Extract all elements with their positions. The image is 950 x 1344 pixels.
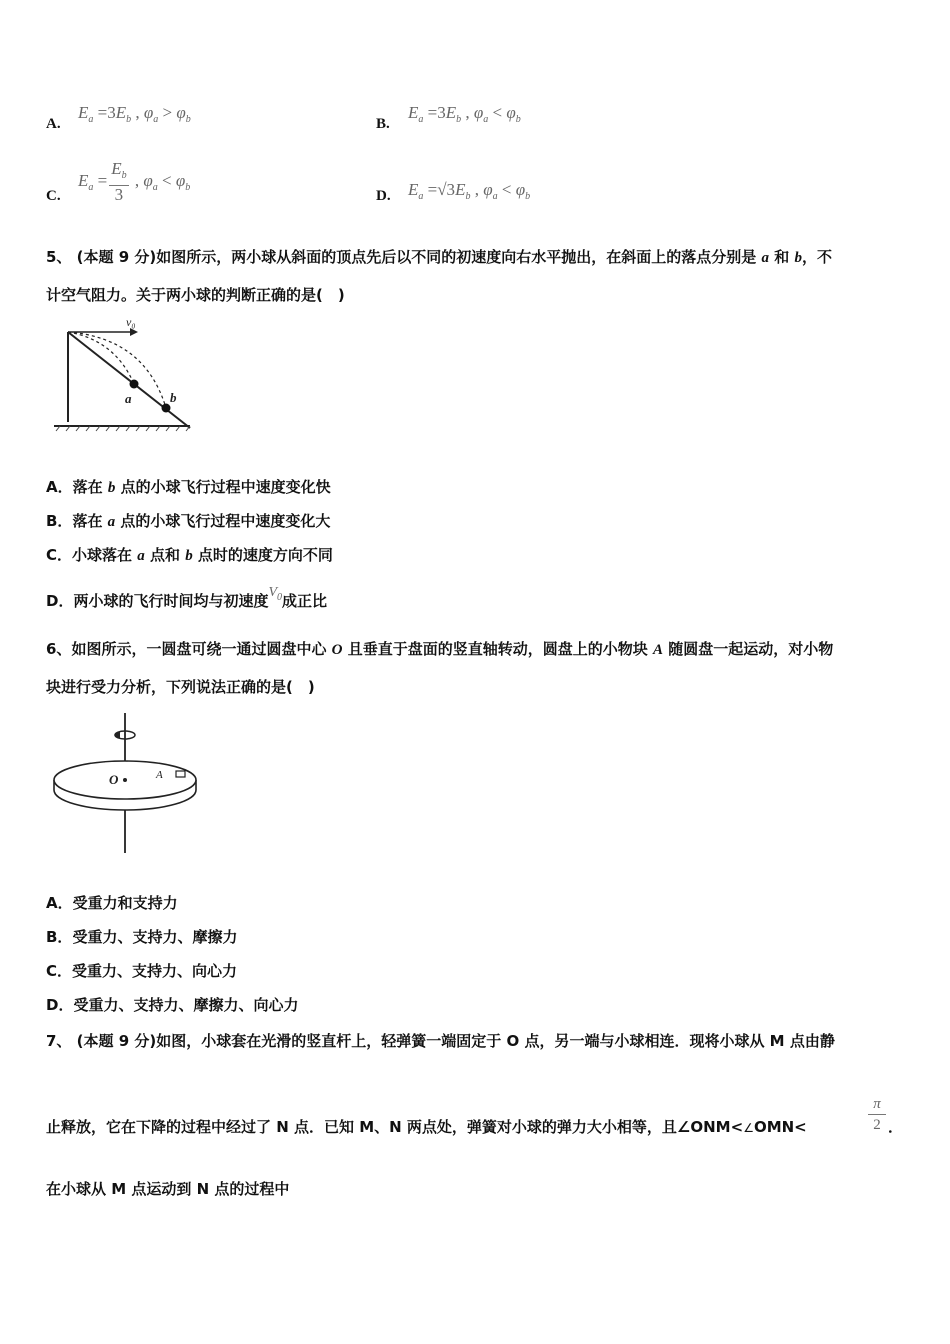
q6-stem-line2: 块进行受力分析，下列说法正确的是( ) [46, 678, 315, 696]
q4-option-c-fraction: $\frac{E_b}{3}$ [111, 159, 127, 204]
q4-option-d-label: D. [376, 188, 391, 204]
q5-option-c: C．小球落在 a 点和 b 点时的速度方向不同 [46, 546, 333, 564]
q7-pi-over-2: π 2 [868, 1094, 886, 1135]
q7-stem-line2: 止释放，它在下降的过程中经过了 N 点．已知 M、N 两点处，弹簧对小球的弹力大小相等，且∠ONM<∠OMN< [46, 1118, 807, 1136]
q4-option-c-formula: $E_a$ = $\frac{E_b}{3}$ , $\varphi_a < \varphi_b$ [78, 159, 191, 204]
q7-stem-line3: 在小球从 M 点运动到 N 点的过程中 [46, 1180, 290, 1198]
q6-disk-figure [50, 708, 210, 858]
q4-option-a-formula: $E_a =3E_b$ , $\varphi_a > \varphi_b$ [78, 103, 191, 125]
q6-option-b: B．受重力、支持力、摩擦力 [46, 928, 238, 946]
q6-option-c: C．受重力、支持力、向心力 [46, 962, 238, 980]
q5-velocity-arrowhead [130, 328, 138, 336]
q5-point-b-label: b [170, 390, 177, 405]
q6-a-label: A [156, 769, 163, 781]
q6-stem-line1: 6、如图所示，一圆盘可绕一通过圆盘中心 O 且垂直于盘面的竖直轴转动，圆盘上的小物块 A 随圆盘一起运动，对小物 [46, 640, 834, 658]
q5-stem-line2: 计空气阻力。关于两小球的判断正确的是( ) [46, 286, 345, 304]
q5-option-d: D．两小球的飞行时间均与初速度$V_0$成正比 [46, 585, 328, 610]
q5-stem-line1: 5、 (本题 9 分)如图所示，两小球从斜面的顶点先后以不同的初速度向右水平抛出，在斜面上的落点分别是 a 和 b，不 [46, 248, 832, 266]
q4-option-b-formula: $E_a =3E_b$ , $\varphi_a < \varphi_b$ [408, 103, 521, 125]
q5-incline-figure [50, 312, 200, 437]
q6-center-point [123, 778, 127, 782]
q4-option-d-formula: $E_a =√3E_b$ , $\varphi_a < \varphi_b$ [408, 180, 531, 202]
q4-option-c-label: C. [46, 188, 61, 204]
q6-o-label: O [109, 772, 119, 787]
q5-option-a: A．落在 b 点的小球飞行过程中速度变化快 [46, 478, 331, 496]
q5-incline-line [68, 332, 190, 428]
q5-point-a-label: a [125, 391, 132, 406]
q5-ball-a [130, 380, 139, 389]
q6-option-d: D．受重力、支持力、摩擦力、向心力 [46, 996, 299, 1014]
q7-stem-line1: 7、 (本题 9 分)如图，小球套在光滑的竖直杆上，轻弹簧一端固定于 O 点，另一端与小球相连．现将小球从 M 点由静 [46, 1032, 835, 1050]
q6-option-a: A．受重力和支持力 [46, 894, 178, 912]
q6-block-a [176, 771, 185, 777]
q5-v0-label: v₀ [126, 315, 136, 329]
q7-period: ． [888, 1118, 904, 1136]
q4-option-b-label: B. [376, 116, 390, 132]
q5-option-b: B．落在 a 点的小球飞行过程中速度变化大 [46, 512, 331, 530]
q4-option-a-label: A. [46, 116, 61, 132]
